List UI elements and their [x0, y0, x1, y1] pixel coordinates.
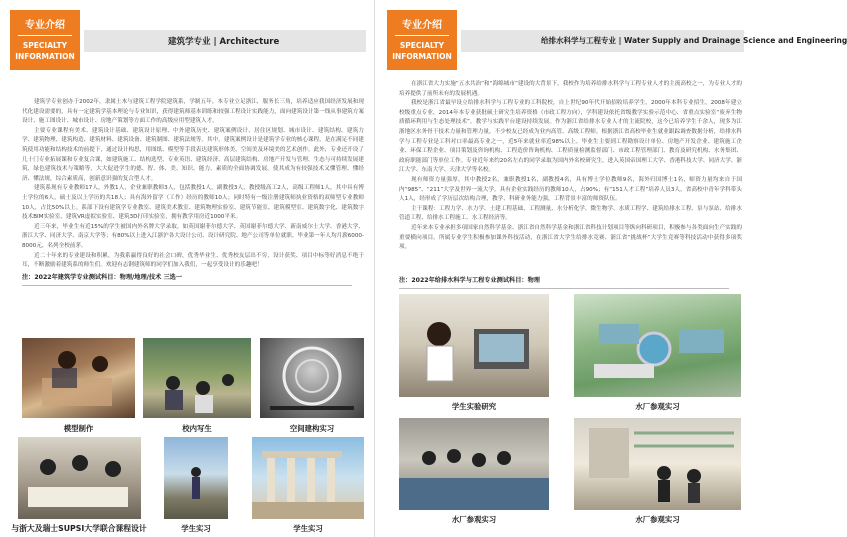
photo-caption: 学生实习	[181, 524, 211, 533]
paragraph: 现有师资力量强厚，其中教授2名，兼职教授1名，副教授4名，具有博士学位教师9名，海外归国博士1名，师资力量均来自于国内“985”、“211”大学及世界一流大学。具有企业实践经历的教师10人，占90%；有“151人才工程”培养人员3人，省高校中青年学科带头人1人，经形成了学历层次结构合理，教学、科研业务能力强，工程背景丰富的师资队伍。	[399, 176, 742, 203]
intro-text	[399, 80, 742, 253]
photo-caption: 水厂参观实习	[635, 402, 680, 411]
photo-illustration	[574, 418, 741, 510]
badge-subtitle-1: SPECIALTY	[22, 41, 68, 50]
badge-subtitle-1: SPECIALTY	[399, 41, 445, 50]
badge-subtitle-2: INFORMATION	[392, 52, 452, 61]
photo-illustration	[399, 418, 549, 510]
paragraph: 近年来本专业承担多项国家自然科学基金、浙江省自然科学基金和浙江省科技计划项目等纵向科研项目，积极参与各类面向生产实践的重要横向项目。所属专业学生积极参加课外科技活动，在浙江省大学生给排水竞赛、浙江省“挑战杯”大学生竞赛等科技活动中获得多项奖项。	[399, 224, 742, 251]
photo-illustration	[18, 437, 141, 519]
photo-caption: 学生实习	[293, 524, 323, 533]
photo-caption: 水厂参观实习	[451, 515, 497, 524]
photo-caption: 模型制作	[63, 424, 94, 433]
footnote: 注：2022年给排水科学与工程专业测试科目：物理	[399, 275, 729, 289]
photo-illustration	[164, 437, 228, 519]
photo-illustration	[399, 294, 549, 397]
specialty-badge	[387, 10, 457, 70]
photo-illustration	[252, 437, 364, 519]
badge-title: 专业介绍	[25, 20, 65, 31]
paragraph: 主干课程：工程力学、水力学、土建工程基础、工程测量、水分析化学、微生物学、水质工程学、建筑给排水工程、泵与泵站、给排水管道工程、给排水工程施工、水工程经济等。	[399, 205, 742, 222]
water-plant-aerial-photo	[574, 294, 741, 397]
photo-caption: 水厂参观实习	[635, 515, 680, 524]
section-title-bar	[84, 30, 366, 52]
badge-subtitle-2: INFORMATION	[15, 52, 75, 61]
photo-caption: 学生实验研究	[451, 402, 497, 411]
badge-divider	[395, 35, 449, 36]
footnote: 注：2022年建筑学专业测试科目：物理/地理/技术 三选一	[22, 272, 352, 286]
water-plant-visit-photo	[399, 418, 549, 510]
left-page	[0, 0, 375, 537]
paragraph: 近二十年来的专业建设和积累，为我系赢得良好的社会口碑，优秀毕业生、优秀校友层出不穷，设计获奖、项目中标等好消息不绝于耳，不断激励着建筑系的师生们。欢迎有志钢建筑师的同学们加入我们，一起享受设计的乐趣吧！	[22, 252, 364, 269]
photo-caption: 校内写生	[182, 424, 212, 433]
photo-caption: 空间建构实习	[289, 424, 335, 433]
paragraph: 在浙江省大力实施“五水共治”和“海绵城市”建设的大背景下，我校作为培养给排水科学与工程专业人才的主流高校之一，为专业人才的培养提供了前所未有的发展机遇。	[399, 81, 742, 97]
intro-text	[22, 98, 364, 271]
paragraph: 建筑系现有专业教师17人，外教1人，企业兼职教师3人，包括教授1人，副教授3人，教授级高工2人，高级工程师1人，其中具有博士学位的6人，硕士及以上学历的共18人；具有海外留学（工作）经历的教师10人；同时特有一级注册建筑师执业资格的双师型专业教师10人，占比50%以上。系部下设有建筑学专业教室、建筑美术教室、建筑物理实验室、建筑节能室、建筑模型室、建筑数字化、建筑数字技术BIM实验室、建筑VR虚拟实验室、建筑3D打印实验室，拥有教学用房近1000平米。	[22, 185, 364, 221]
student-internship-photo	[164, 437, 228, 519]
lab-research-photo	[399, 294, 549, 397]
badge-title: 专业介绍	[402, 20, 442, 31]
section-title: 建筑学专业 | Architecture	[168, 37, 280, 47]
section-title: 给排水科学与工程专业 | Water Supply and Drainage Science and Engineering	[541, 36, 847, 45]
spatial-construction-photo	[260, 338, 364, 418]
photo-illustration	[22, 338, 135, 418]
photo-illustration	[260, 338, 364, 418]
paragraph: 主要专业课程有美术、建筑设计基础、建筑设计原理、中外建筑历史、建筑案例设计、居住区规划、城市设计、建筑结构、建筑力学、建筑物理、建筑构造、建筑材料、建筑设备、建筑制图、建筑法规等。其中，建筑案例设计是建筑学专业的核心课程，是在满足不同建筑使用功能和结构技术的前提下，通过设计构思，用图纸、模型等手段表达建筑形体美、空间美及环境美的艺术创作。此外，专业还开设了几十门专业拓展课和专业复合课，如建筑施工、结构选型、专业英语、建筑经济、高层建筑结构、房地产开发与管理、生态与可持续发展建筑、绿色建筑技术与策略等，大大促进学生的德、智、体、美、知识、能力、素质的全面协调发展，使其成为有较强技术又懂管理、懂经济、懂法规，综合素质高，创新意识强的复合型人才。	[22, 127, 364, 182]
section-title-bar	[461, 30, 847, 52]
model-making-photo	[22, 338, 135, 418]
paragraph: 建筑学专业创办于2002年，隶属土木与建筑工程学院建筑系，学制五年。本专业立足浙江，服务长三角，培养适应我国经济发展和现代化建设需要的，具有一定建筑学基本理论与专业知识，获得建筑师基本训练和较强工程设计实践能力，面向建筑设计第一线从事建筑方案设计、施工图设计、城市设计、房地产策划等方面工作的高级应用型建筑人才。	[22, 99, 364, 125]
campus-sketch-photo	[143, 338, 251, 418]
photo-illustration	[574, 294, 741, 397]
paragraph: 我校是浙江省最早设立给排水科学与工程专业的工科院校，自上世纪90年代开始招收培养学生，2000年本科专业招生，2008年建立校级重点专业，2014年本专业获批硕士研究生培养资格（市政工程方向），学科建设依托省级教学实验示范中心、省重点实验室“废弃生物质循环利用与生态处理技术”，教学与实践平台建设持续发展。作为浙江省给排水专业人才的主流院校，这今已培养学生千余人，现多为江浙地区水务骨干技术力量和管理力量，不少校友已经成为业内高管、高级工程师。根据浙江省高校毕业生就业跟踪调查数据分析，给排水科学与工程专业是工科对口率最高专业之一，近5年来就业率近98%以上。毕业生主要到工程勘察设计单位、房地产开发企业、建筑施工企业、环保工程企业、项目策划及咨询机构、工程造价咨询机构、工程质量检测监督部门、市政工程管理部门、教育及研究机构、水务集团、政府职能部门等单位工作。专业近年来约20名左右的同学录取为国内外名校研究生，进入英国帝国理工大学、香港科技大学、同济大学、浙江大学、东南大学、天津大学等名校。	[399, 100, 742, 174]
right-page	[377, 0, 847, 537]
student-internship-photo	[252, 437, 364, 519]
joint-design-photo	[18, 437, 141, 519]
badge-divider	[18, 35, 72, 36]
photo-illustration	[143, 338, 251, 418]
water-plant-visit-photo	[574, 418, 741, 510]
photo-caption: 与浙大及瑞士SUPSI大学联合课程设计	[11, 524, 147, 533]
paragraph: 近三年来，毕业生有近15%的学生被国内外名牌大学录取，如英国谢菲尔德大学、英国谢菲尔德大学、新南威尔士大学、香港大学、浙江大学、同济大学、南京大学等；有80%以上进入江浙沪各大设计公司、设计研究院、地产公司等单位就职。毕业第一年人均月薪6000-8000元，名列全校前茅。	[22, 223, 364, 249]
specialty-badge	[10, 10, 80, 70]
